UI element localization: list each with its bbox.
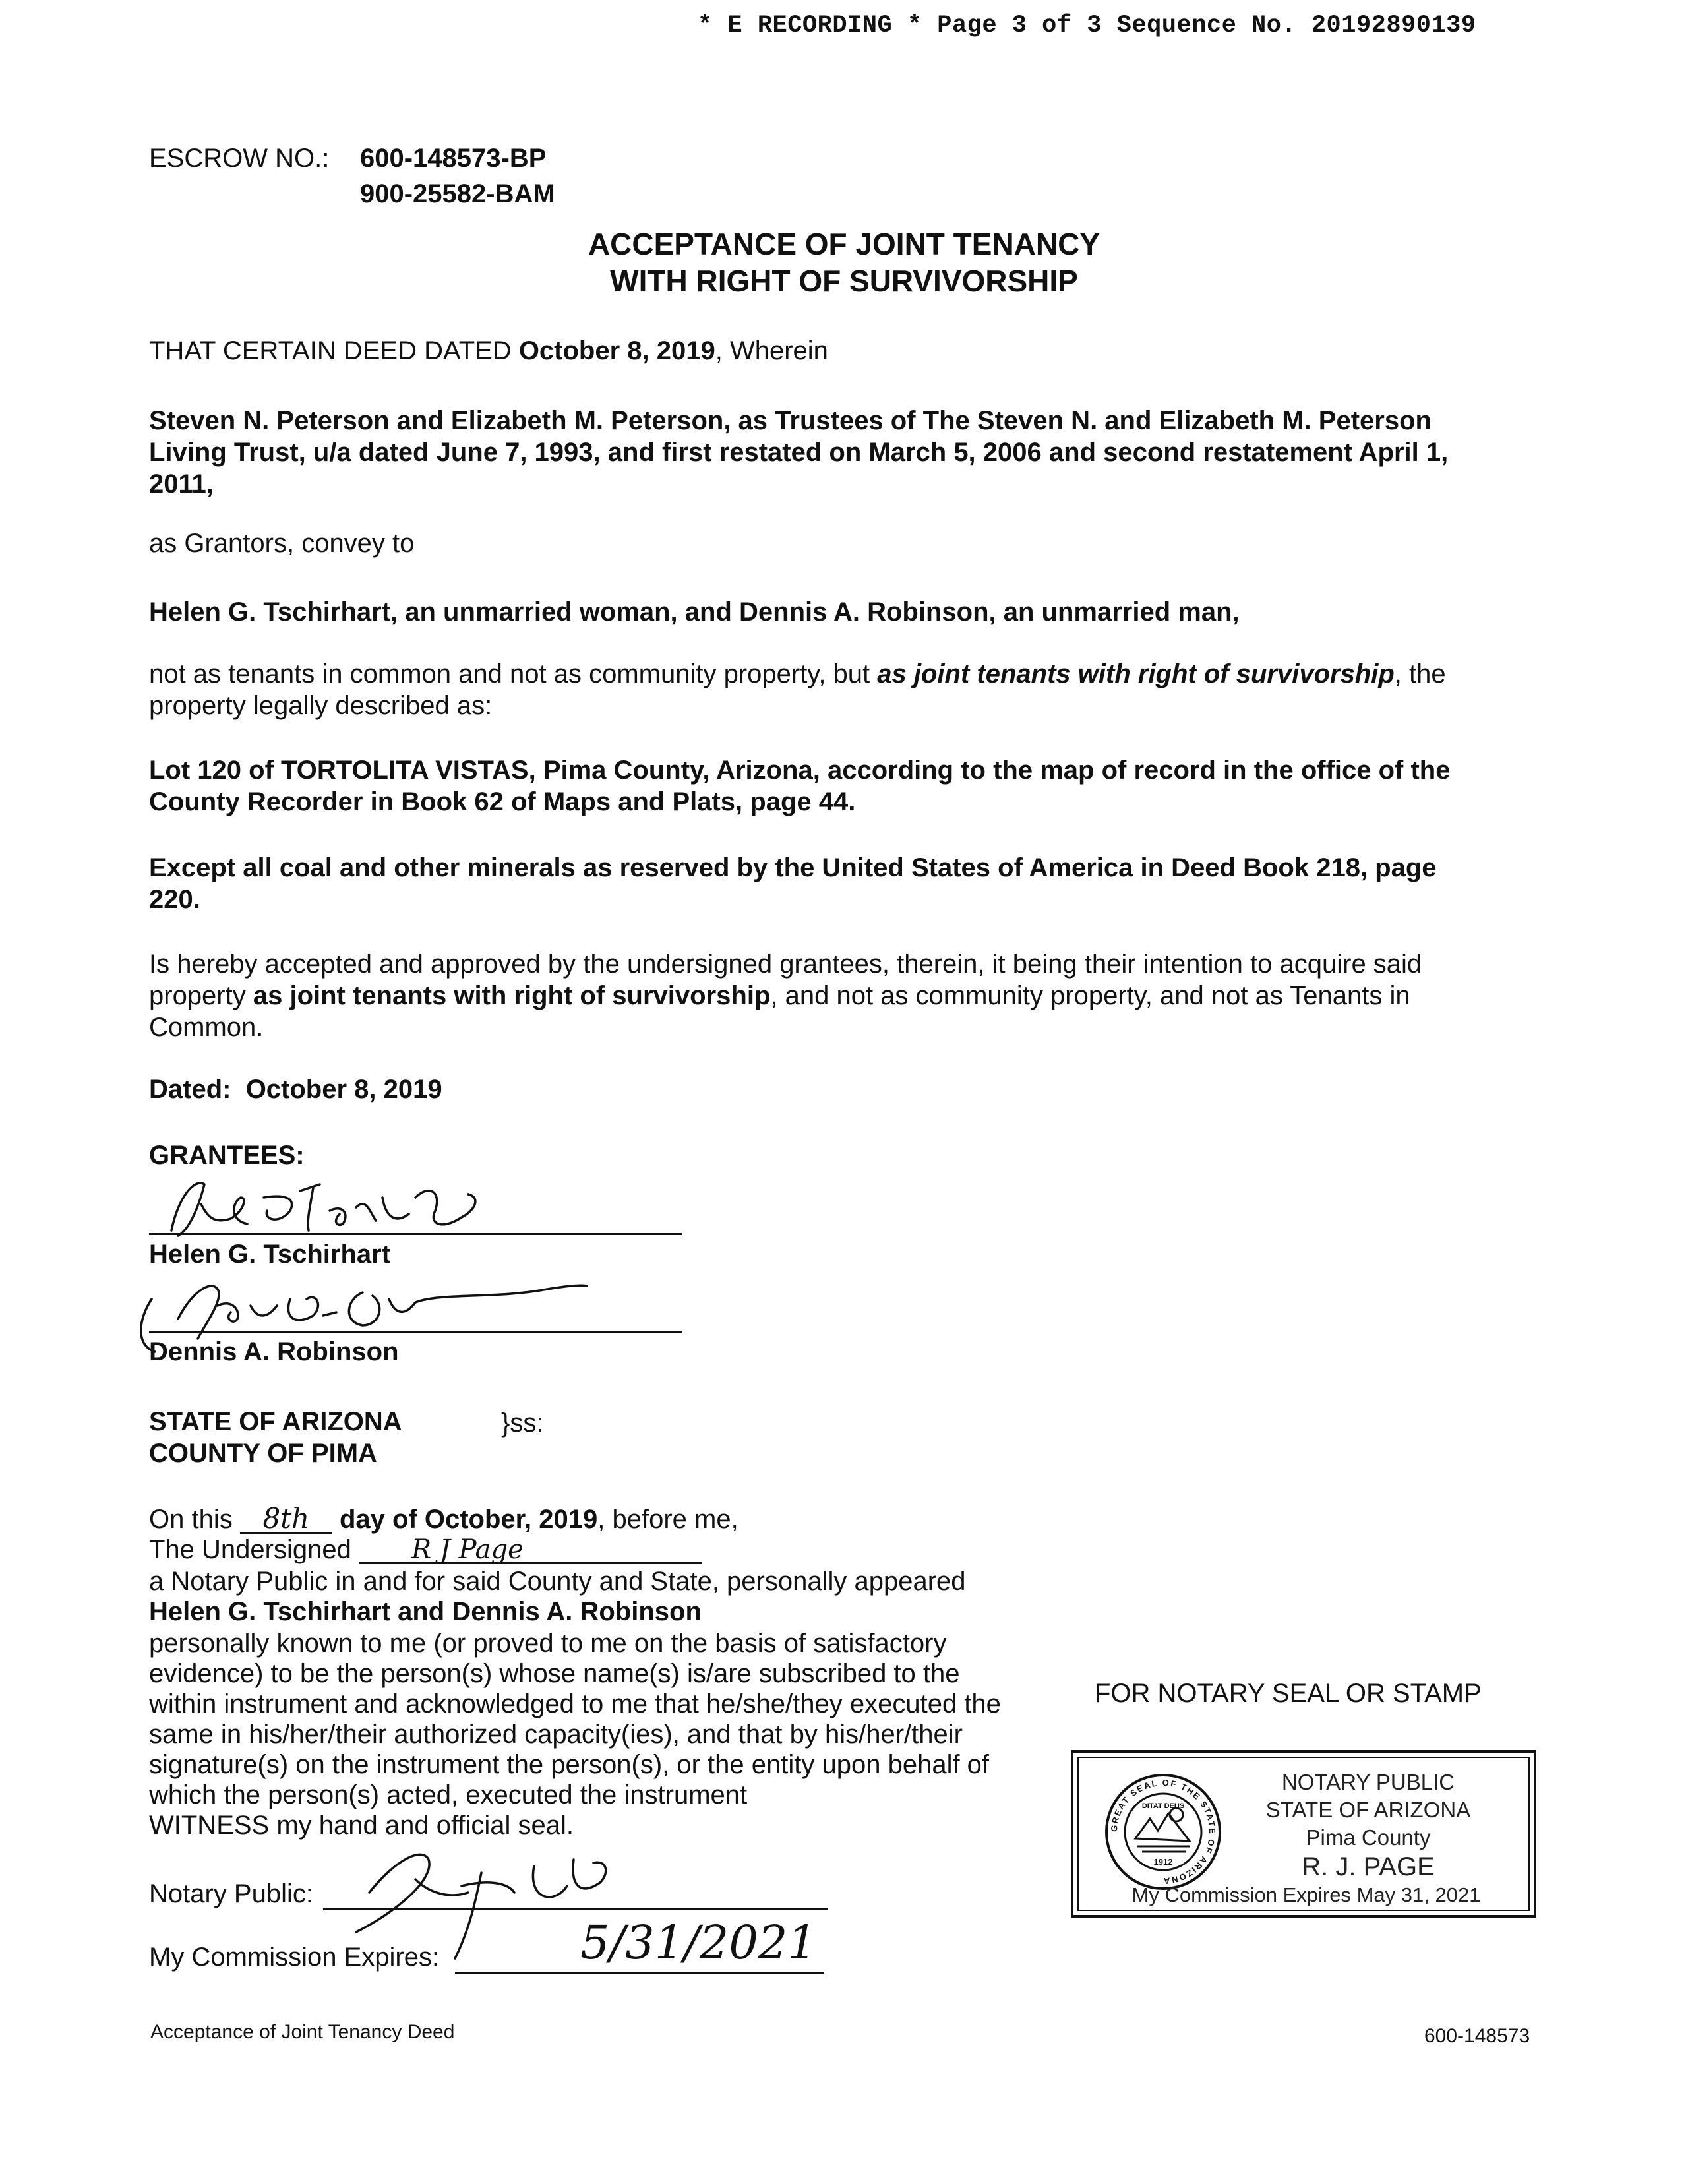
stamp-line-3: Pima County [1306,1825,1431,1850]
notary-signature-line [323,1908,828,1910]
stamp-line-5: My Commission Expires May 31, 2021 [1131,1883,1481,1906]
ack-line-7: within instrument and acknowledged to me that he/she/they executed the [149,1689,1001,1718]
title-line-1: ACCEPTANCE OF JOINT TENANCY [588,227,1100,261]
stamp-text [1205,1769,1531,1882]
commission-label: My Commission Expires: [149,1943,440,1972]
ack-line-6: evidence) to be the person(s) whose name(s) is/are subscribed to the [149,1659,960,1688]
footer-left: Acceptance of Joint Tenancy Deed [150,2021,455,2043]
tenancy-paragraph: not as tenants in common and not as community property, but as joint tenants with right of survivorship, the property legally described as: [149,659,1446,720]
ack-line-11: WITNESS my hand and official seal. [149,1811,574,1840]
stamp-line-2: STATE OF ARIZONA [1265,1798,1471,1822]
state-seal-emblem [1104,1773,1222,1891]
deed-date: October 8, 2019 [518,336,715,365]
document-title [0,226,1688,299]
seal-caption: FOR NOTARY SEAL OR STAMP [1095,1679,1482,1708]
ack-line-10: which the person(s) acted, executed the instrument [149,1780,748,1809]
grantees-text: Helen G. Tschirhart, an unmarried woman, and Dennis A. Robinson, an unmarried man, [149,597,1240,626]
notary-stamp [1071,1750,1536,1918]
escrow-number-2: 900-25582-BAM [360,179,555,208]
grantees-heading: GRANTEES: [149,1141,305,1170]
grantors-paragraph: Steven N. Peterson and Elizabeth M. Peterson, as Trustees of The Steven N. and Elizabeth M. Peterson Living Trust, u/a dated June 7, 1993, and first restated on March 5, 2006 and second restatement April 1, 2011, [149,406,1449,499]
legal-description: Lot 120 of TORTOLITA VISTAS, Pima County, Arizona, according to the map of record in the office of the County Recorder in Book 62 of Maps and Plats, page 44. [149,756,1451,816]
ack-line-1: On this 8th day of October, 2019, before me, [149,1502,738,1534]
stamp-line-4: R. J. PAGE [1302,1852,1435,1881]
venue-county: COUNTY OF PIMA [149,1439,377,1468]
ack-line-8: same in his/her/their authorized capacity(ies), and that by his/her/their [149,1720,963,1749]
stamp-line-1: NOTARY PUBLIC [1281,1770,1455,1794]
grantee-1-name: Helen G. Tschirhart [149,1240,391,1269]
escrow-number-1: 600-148573-BP [360,144,547,173]
deed-intro: THAT CERTAIN DEED DATED October 8, 2019, Wherein [149,336,828,365]
venue-ss: }ss: [501,1409,544,1438]
notary-public-label: Notary Public: [149,1879,313,1908]
commission-date-line [455,1972,824,1974]
grantee-1-signature-line [149,1233,682,1235]
ack-line-3: a Notary Public in and for said County and State, personally appeared [149,1567,966,1596]
ack-line-2: The Undersigned R J Page [149,1534,702,1565]
seal-motto: DITAT DEUS [1141,1802,1185,1810]
escrow-label: ESCROW NO.: [149,144,330,173]
undersigned-name-field: R J Page [359,1537,702,1564]
footer-right: 600-148573 [1424,2025,1530,2047]
mineral-exception: Except all coal and other minerals as reserved by the United States of America in Deed Book 218, page 220. [149,853,1437,914]
seal-year: 1912 [1153,1857,1173,1867]
grantee-2-name: Dennis A. Robinson [149,1337,399,1366]
day-field: 8th [240,1505,332,1534]
grantee-2-signature-line [149,1331,682,1333]
ack-line-5: personally known to me (or proved to me on the basis of satisfactory [149,1629,947,1658]
convey-text: as Grantors, convey to [149,529,415,558]
commission-date: 5/31/2021 [580,1916,817,1970]
title-line-2: WITH RIGHT OF SURVIVORSHIP [610,264,1078,298]
grantee-1-signature [132,1158,501,1250]
acceptance-paragraph: Is hereby accepted and approved by the undersigned grantees, therein, it being their intention to acquire said property as joint tenants with right of survivorship, and not as community property, and not as Tenants in Common. [149,950,1422,1042]
ack-appeared-names: Helen G. Tschirhart and Dennis A. Robinson [149,1597,702,1626]
recording-header: * E RECORDING * Page 3 of 3 Sequence No. 20192890139 [698,12,1476,40]
venue-state: STATE OF ARIZONA [149,1407,402,1436]
dated-line: Dated: October 8, 2019 [149,1075,442,1104]
seal-ring-text: GREAT SEAL OF THE STATE OF ARIZONA [1108,1777,1218,1887]
ack-line-9: signature(s) on the instrument the person(s), or the entity upon behalf of [149,1750,990,1779]
